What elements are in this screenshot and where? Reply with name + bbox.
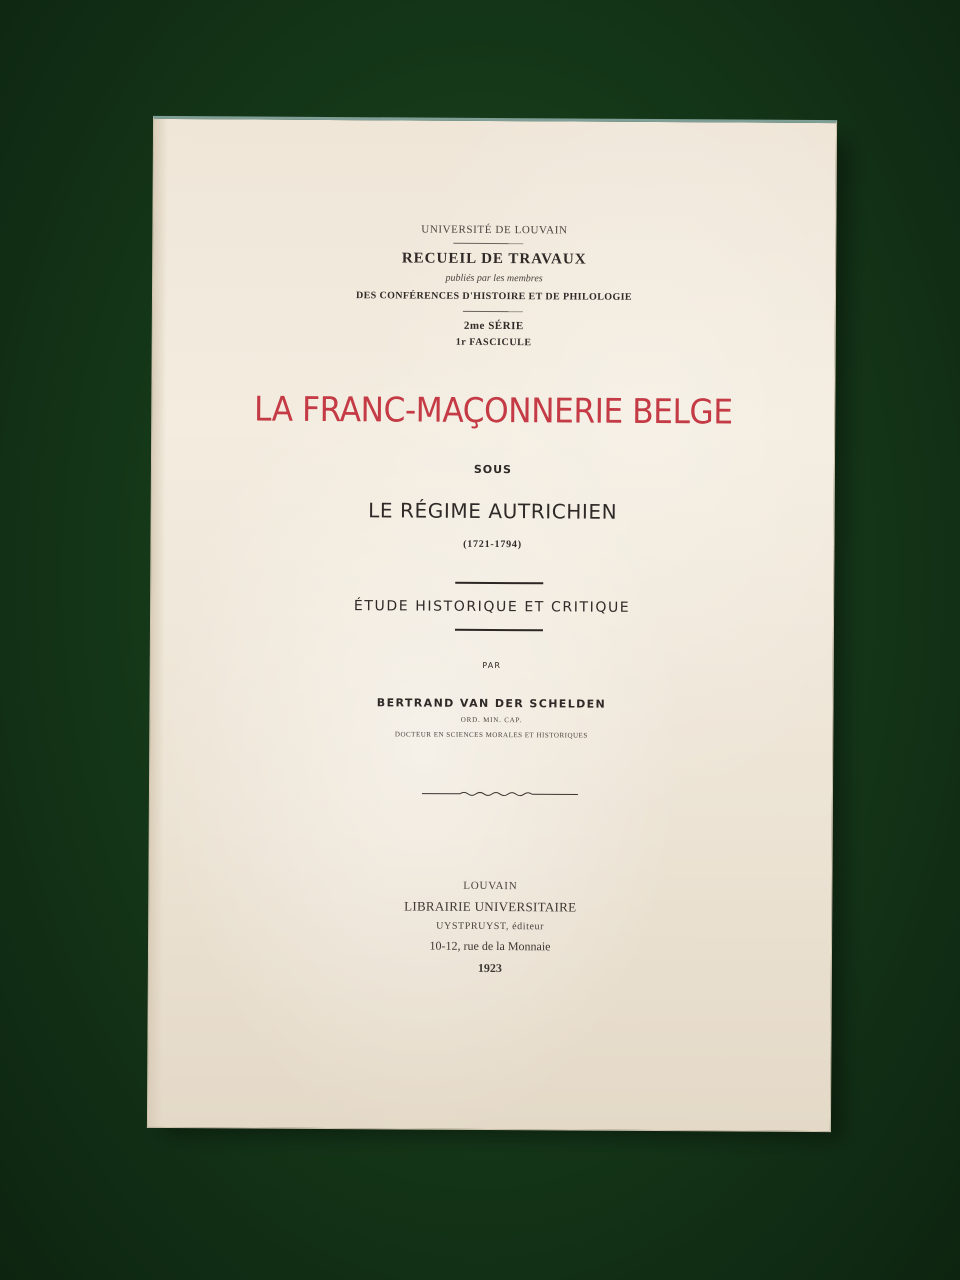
university-name: UNIVERSITÉ DE LOUVAIN (421, 223, 568, 237)
collection-title: RECUEIL DE TRAVAUX (401, 250, 587, 268)
fascicle: 1r FASCICULE (455, 336, 532, 349)
dates: (1721-1794) (463, 538, 522, 551)
author-name: BERTRAND VAN DER SCHELDEN (376, 696, 607, 711)
study-rule-top (455, 582, 543, 585)
book-cover (147, 116, 837, 1132)
subtitle: LE RÉGIME AUTRICHIEN (368, 498, 618, 524)
study-type: ÉTUDE HISTORIQUE ET CRITIQUE (353, 598, 631, 616)
imprint-city: LOUVAIN (463, 879, 518, 893)
main-title: LA FRANC-MAÇONNERIE BELGE (253, 389, 733, 433)
series-number: 2me SÉRIE (463, 319, 524, 333)
title-connector: SOUS (473, 462, 513, 477)
ornamental-rule (422, 790, 578, 799)
author-degree: DOCTEUR EN SCIENCES MORALES ET HISTORIQUES (394, 730, 588, 740)
conferences-line: DES CONFÉRENCES D'HISTOIRE ET DE PHILOLOGIE (355, 290, 633, 303)
author-order: ORD. MIN. CAP. (460, 715, 523, 725)
imprint-year: 1923 (477, 960, 502, 976)
imprint-address: 10-12, rue de la Monnaie (429, 938, 551, 954)
published-by: publiés par les membres (445, 272, 543, 285)
imprint-publisher: LIBRAIRIE UNIVERSITAIRE (404, 898, 577, 915)
study-rule-bottom (455, 629, 543, 632)
imprint-editor: UYSTPRUYST, éditeur (436, 920, 545, 933)
series-rule (463, 311, 523, 312)
header-rule (453, 243, 523, 244)
author-by: PAR (482, 660, 502, 671)
